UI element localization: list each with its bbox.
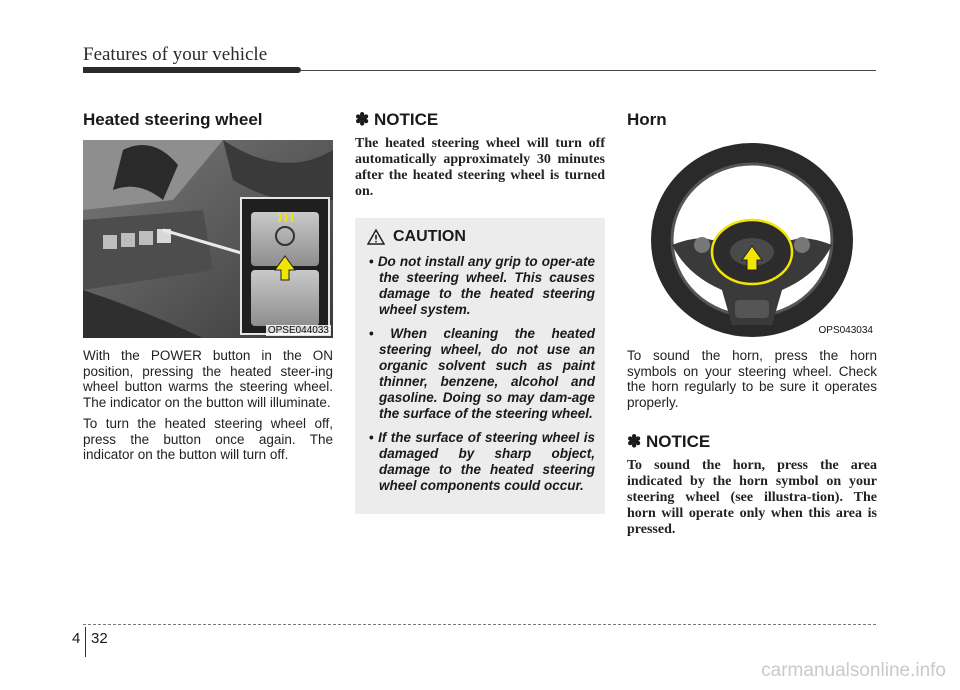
caution-box bbox=[355, 218, 605, 514]
header-rule-line bbox=[300, 70, 876, 71]
section-heading-heated-steering: Heated steering wheel bbox=[83, 110, 263, 129]
caution-item: • When cleaning the heated steering wheel, do not use an organic solvent such as paint thinner, benzene, alcohol and gasoline. Doing so may dam-age the surface of the steering wheel. bbox=[367, 326, 595, 422]
paragraph-heated-on: With the POWER button in the ON position, pressing the heated steer-ing wheel button warms the steering wheel. The indicator on the button will illuminate. bbox=[83, 348, 333, 410]
paragraph-horn: To sound the horn, press the horn symbols on your steering wheel. Check the horn regularly to be sure it operates properly. bbox=[627, 348, 877, 410]
dashboard-illustration bbox=[83, 140, 333, 338]
footer-divider bbox=[83, 624, 876, 625]
header-title: Features of your vehicle bbox=[83, 44, 268, 65]
notice-text: To sound the horn, press the area indicated by the horn symbol on your steering wheel (see illustra-tion). The horn will operate only when this area is pressed. bbox=[627, 458, 877, 537]
caution-list bbox=[367, 254, 595, 494]
column-heated-steering bbox=[83, 110, 333, 463]
column-notice-caution bbox=[355, 110, 605, 514]
caution-title: CAUTION bbox=[393, 228, 466, 245]
notice-text: The heated steering wheel will turn off automatically approximately 30 minutes after the heated steering wheel is turned on. bbox=[355, 136, 605, 199]
notice-title: ✽ NOTICE bbox=[355, 110, 439, 129]
section-heading-horn: Horn bbox=[627, 110, 667, 129]
steering-wheel-illustration bbox=[627, 140, 877, 338]
page-number-separator bbox=[85, 627, 86, 657]
header-rule bbox=[83, 67, 301, 73]
figure-heated-steering bbox=[83, 140, 333, 338]
figure-code: OPS043034 bbox=[818, 325, 873, 336]
column-horn bbox=[627, 110, 877, 538]
chapter-number: 4 bbox=[72, 630, 81, 647]
paragraph-heated-off: To turn the heated steering wheel off, press the button once again. The indicator on the button will turn off. bbox=[83, 416, 333, 462]
caution-header bbox=[367, 228, 595, 246]
warning-triangle-icon bbox=[367, 229, 385, 245]
watermark: carmanualsonline.info bbox=[761, 660, 946, 681]
page-number: 32 bbox=[91, 630, 108, 647]
figure-code: OPSE044033 bbox=[267, 325, 329, 336]
figure-horn bbox=[627, 140, 877, 338]
caution-item: • If the surface of steering wheel is damaged by sharp object, damage to the heated steering wheel components could occur. bbox=[367, 430, 595, 494]
caution-item: • Do not install any grip to oper-ate the steering wheel. This causes damage to the heated steering wheel system. bbox=[367, 254, 595, 318]
notice-title: ✽ NOTICE bbox=[627, 432, 711, 451]
